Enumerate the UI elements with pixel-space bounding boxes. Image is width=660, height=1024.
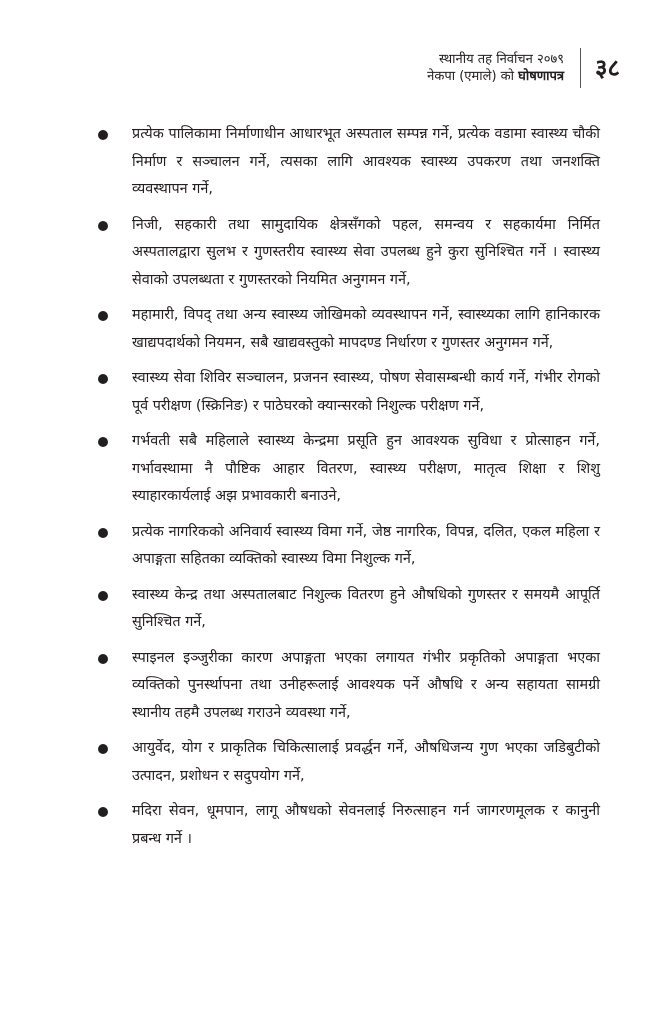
list-item-text: प्रत्येक पालिकामा निर्माणाधीन आधारभूत अस्पताल सम्पन्न गर्ने, प्रत्येक वडामा स्वास्थ्य चौकी निर्माण र सञ्चालन गर्ने, त्यसका लागि आवश्यक स्वास्थ्य उपकरण तथा जनशक्ति व्यवस्थापन गर्ने, [132,126,600,197]
list-item [94,428,600,511]
list-item [94,519,600,574]
header-line-2-bold: घोषणापत्र [518,69,565,84]
list-item [94,735,600,790]
list-item [94,302,600,357]
list-item-text: निजी, सहकारी तथा सामुदायिक क्षेत्रसँगको पहल, समन्वय र सहकार्यमा निर्मित अस्पतालद्वारा सुलभ र गुणस्तरीय स्वास्थ्य सेवा उपलब्ध हुने कुरा सुनिश्चित गर्ने । स्वास्थ्य सेवाको उपलब्धता र गुणस्तरको नियमित अनुगमन गर्ने, [132,216,600,288]
bullet-icon [98,807,108,817]
bullet-icon [98,744,108,754]
header-divider [580,48,581,88]
bullet-icon [98,654,108,664]
list-item [94,582,600,637]
page-number: ३८ [595,54,620,82]
list-item-text: प्रत्येक नागरिकको अनिवार्य स्वास्थ्य विमा गर्ने, जेष्ठ नागरिक, विपन्न, दलित, एकल महिला र अपाङ्गता सहितका व्यक्तिको स्वास्थ्य विमा निशुल्क गर्ने, [132,523,600,567]
list-item [94,212,600,295]
list-item-text: आयुर्वेद, योग र प्राकृतिक चिकित्सालाई प्रवर्द्धन गर्ने, औषधिजन्य गुण भएका जडिबुटीको उत्पादन, प्रशोधन र सदुपयोग गर्ने, [132,740,600,784]
bullet-icon [98,591,108,601]
list-item-text: स्वास्थ्य केन्द्र तथा अस्पतालबाट निशुल्क वितरण हुने औषधिको गुणस्तर र समयमै आपूर्ति सुनिश्चित गर्ने, [132,586,600,630]
header-title-block [427,51,564,85]
list-item-text: स्वास्थ्य सेवा शिविर सञ्चालन, प्रजनन स्वास्थ्य, पोषण सेवासम्बन्धी कार्य गर्ने, गंभीर रोगको पूर्व परीक्षण (स्क्रिनिङ) र पाठेघरको क्यान्सरको निशुल्क परीक्षण गर्ने, [132,370,600,414]
header-line-2 [427,68,564,85]
bullet-list [94,121,600,861]
list-item-text: गर्भवती सबै महिलाले स्वास्थ्य केन्द्रमा प्रसूति हुन आवश्यक सुविधा र प्रोत्साहन गर्ने, गर्भावस्थामा नै पौष्टिक आहार वितरण, स्वास्थ्य परीक्षण, मातृत्व शिक्षा र शिशु स्याहारकार्यलाई अझ प्रभावकारी बनाउने, [132,433,600,504]
list-item [94,798,600,853]
bullet-icon [98,221,108,231]
header-line-1: स्थानीय तह निर्वाचन २०७९ [439,52,565,67]
list-item [94,645,600,728]
running-header [427,48,620,88]
header-line-2-prefix: नेकपा (एमाले) को [427,69,519,84]
bullet-icon [98,311,108,321]
bullet-icon [98,528,108,538]
list-item-text: स्पाइनल इञ्जुरीका कारण अपाङ्गता भएका लगायत गंभीर प्रकृतिको अपाङ्गता भएका व्यक्तिको पुनर्स्थापना तथा उनीहरूलाई आवश्यक पर्ने औषधि र अन्य सहायता सामग्री स्थानीय तहमै उपलब्ध गराउने व्यवस्था गर्ने, [132,649,600,721]
list-item-text: मदिरा सेवन, धूमपान, लागू औषधको सेवनलाई निरुत्साहन गर्न जागरणमूलक र कानुनी प्रबन्ध गर्ने । [132,803,600,847]
bullet-icon [98,130,108,140]
list-item [94,121,600,204]
bullet-icon [98,374,108,384]
list-item [94,365,600,420]
bullet-icon [98,437,108,447]
list-item-text: महामारी, विपद् तथा अन्य स्वास्थ्य जोखिमको व्यवस्थापन गर्ने, स्वास्थ्यका लागि हानिकारक खाद्यपदार्थको नियमन, सबै खाद्यवस्तुको मापदण्ड निर्धारण र गुणस्तर अनुगमन गर्ने, [132,307,600,351]
